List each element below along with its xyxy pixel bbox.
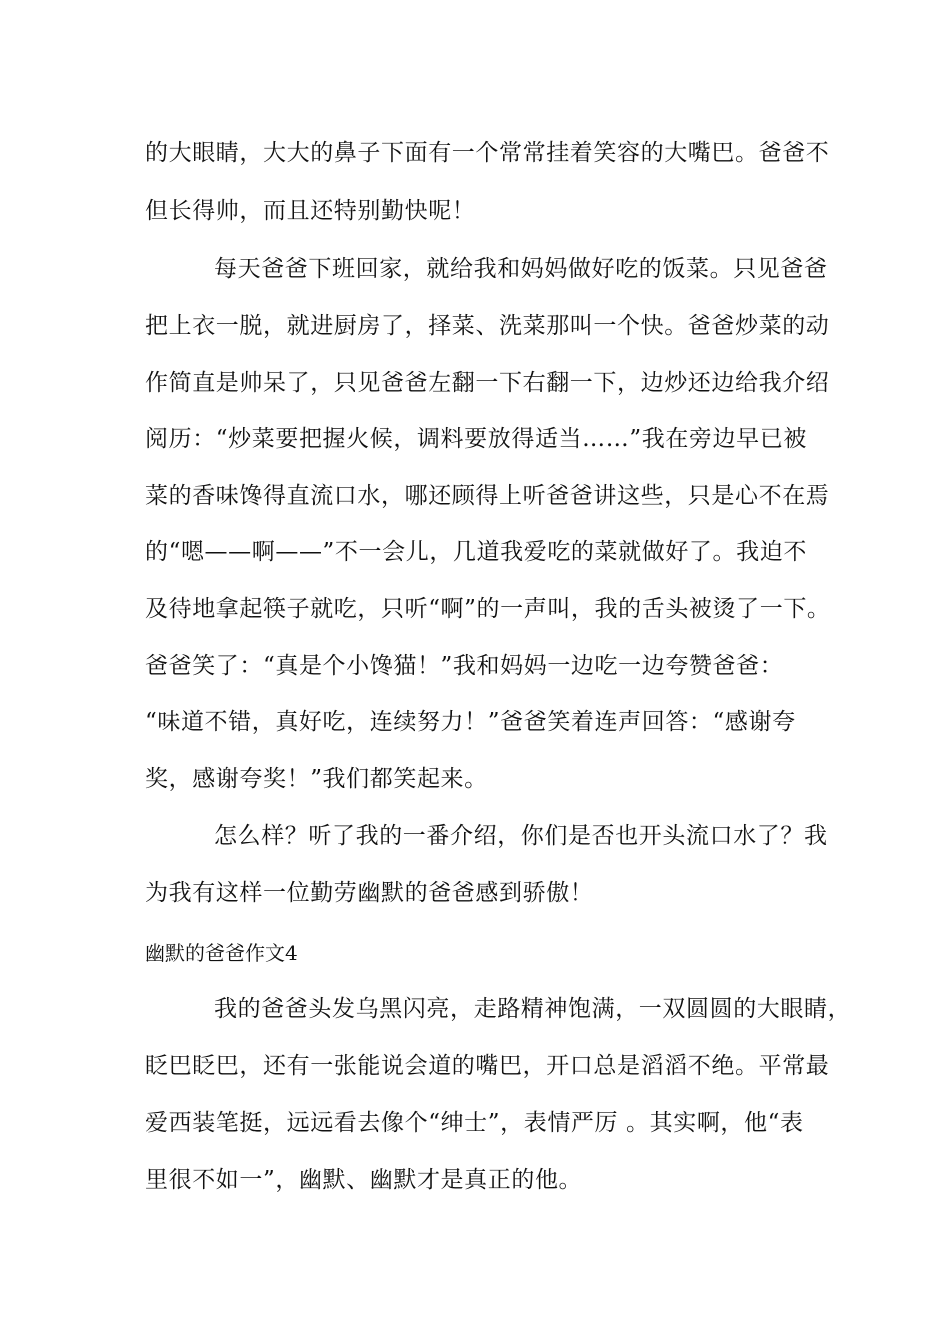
paragraph-2-line-2: 把上衣一脱，就进厨房了，择菜、洗菜那叫一个快。爸爸炒菜的动 <box>145 313 830 339</box>
paragraph-4-line-1: 我的爸爸头发乌黑闪亮，走路精神饱满，一双圆圆的大眼睛， <box>214 996 852 1022</box>
paragraph-2-line-1: 每天爸爸下班回家，就给我和妈妈做好吃的饭菜。只见爸爸 <box>214 256 828 282</box>
paragraph-1-line-1: 的大眼睛，大大的鼻子下面有一个常常挂着笑容的大嘴巴。爸爸不 <box>145 140 830 166</box>
paragraph-2-line-9: “味道不错，真好吃，连续努力！”爸爸笑着连声回答：“感谢夸 <box>145 709 796 735</box>
paragraph-2-line-3: 作简直是帅呆了，只见爸爸左翻一下右翻一下，边炒还边给我介绍 <box>145 370 830 396</box>
paragraph-3-line-1: 怎么样？听了我的一番介绍，你们是否也开头流口水了？我 <box>214 823 828 849</box>
paragraph-2-line-5: 菜的香味馋得直流口水，哪还顾得上听爸爸讲这些，只是心不在焉 <box>145 483 830 509</box>
paragraph-2-line-8: 爸爸笑了：“真是个小馋猫！”我和妈妈一边吃一边夸赞爸爸： <box>145 653 784 679</box>
paragraph-4-line-4: 里很不如一”，幽默、幽默才是真正的他。 <box>145 1167 583 1193</box>
paragraph-4-line-3: 爱西装笔挺，远远看去像个“绅士”，表情严厉 。其实啊，他“表 <box>145 1110 804 1136</box>
paragraph-2-line-4: 阅历：“炒菜要把握火候，调料要放得适当……”我在旁边早已被 <box>145 426 807 452</box>
paragraph-2-line-10: 奖，感谢夸奖！”我们都笑起来。 <box>145 766 488 792</box>
paragraph-2-line-7: 及待地拿起筷子就吃，只听“啊”的一声叫，我的舌头被烫了一下。 <box>145 596 831 622</box>
paragraph-1-line-2: 但长得帅，而且还特别勤快呢！ <box>145 198 476 224</box>
paragraph-3-line-2: 为我有这样一位勤劳幽默的爸爸感到骄傲！ <box>145 880 594 906</box>
section-heading: 幽默的爸爸作文4 <box>145 941 298 965</box>
paragraph-2-line-6: 的“嗯——啊——”不一会儿，几道我爱吃的菜就做好了。我迫不 <box>145 539 807 565</box>
paragraph-4-line-2: 眨巴眨巴，还有一张能说会道的嘴巴，开口总是滔滔不绝。平常最 <box>145 1053 830 1079</box>
